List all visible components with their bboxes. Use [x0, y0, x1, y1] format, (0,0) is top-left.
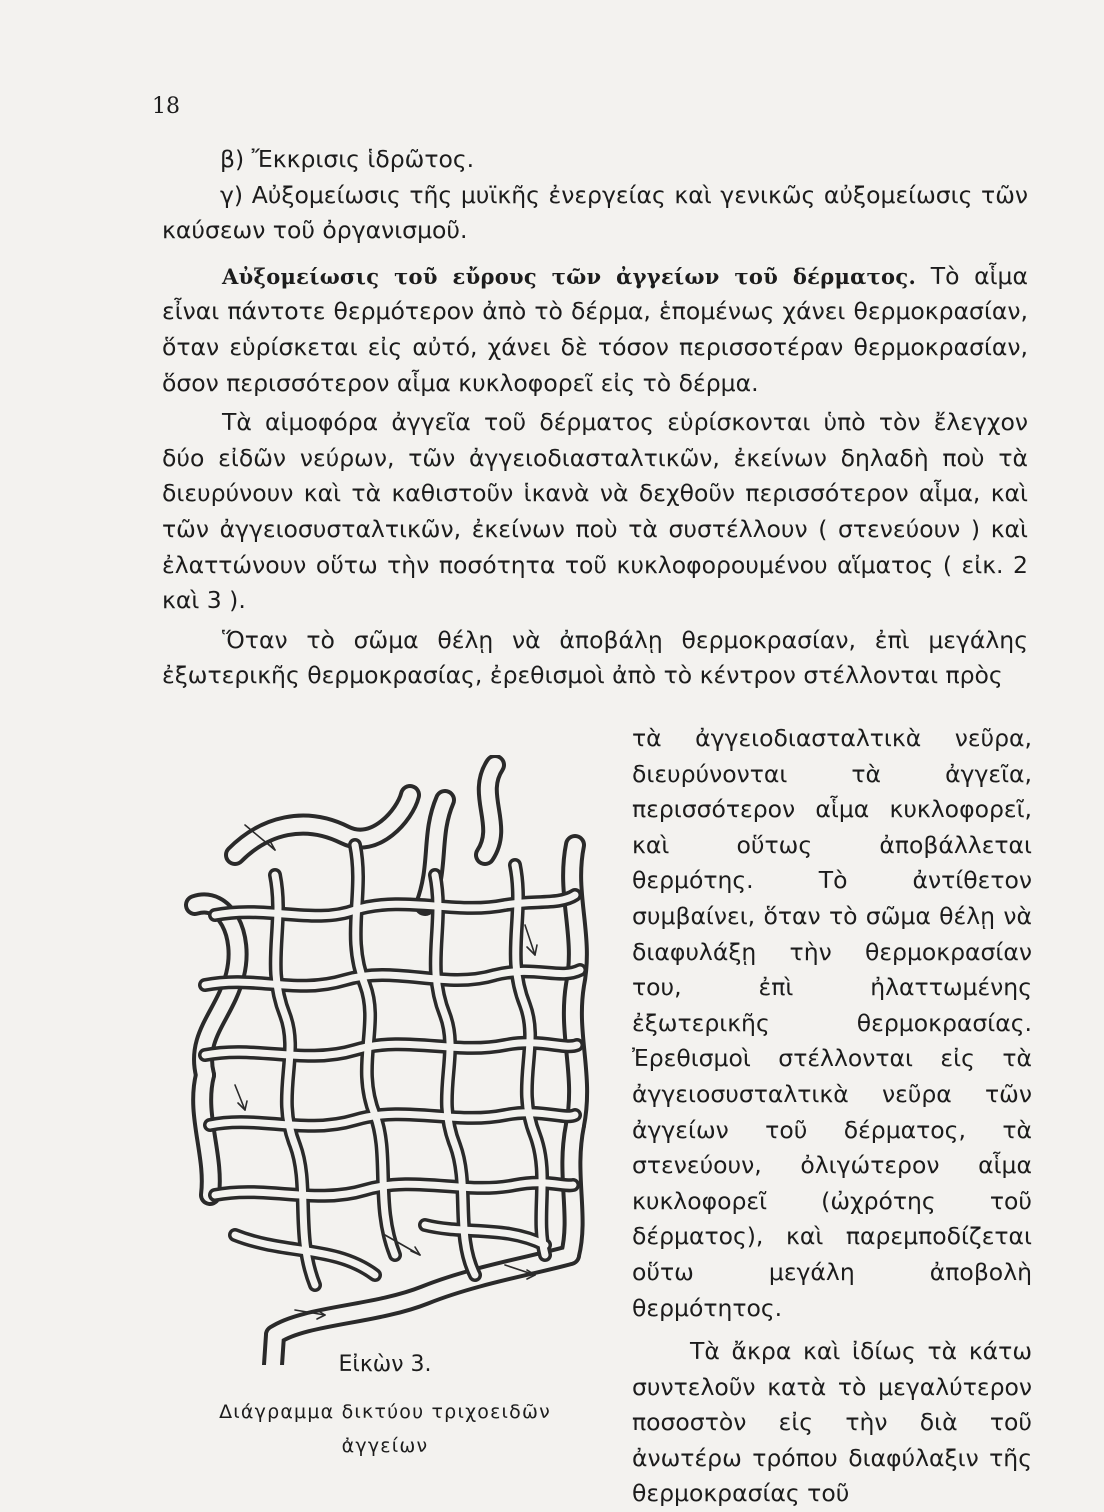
- figure-label: Εἰκὼν 3.: [338, 1352, 432, 1377]
- body-text-wrap-column: [632, 721, 1032, 1512]
- paragraph-vessels: Τὰ αἱμοφόρα ἀγγεῖα τοῦ δέρματος εὑρίσκονται ὑπὸ τὸν ἔλεγχον δύο εἰδῶν νεύρων, τῶν ἀγγειοδιασταλτικῶν, ἐκείνων δηλαδὴ ποὺ τὰ διευρύνουν καὶ τὰ καθιστοῦν ἱκανὰ νὰ δεχθοῦν περισσότερον αἷμα, καὶ τῶν ἀγγειοσυσταλτικῶν, ἐκείνων ποὺ τὰ συστέλλουν ( στενεύουν ) καὶ ἐλαττώνουν οὕτω τὴν ποσότητα τοῦ κυκλοφορουμένου αἵματος ( εἰκ. 2 καὶ 3 ).: [162, 408, 1028, 615]
- list-item-gamma: γ) Αὐξομείωσις τῆς μυϊκῆς ἐνεργείας καὶ γενικῶς αὐξομείωσις τῶν καύσεων τοῦ ὀργανισμοῦ.: [162, 180, 1028, 245]
- capillary-network-figure: [175, 755, 605, 1365]
- paragraph-heat-loss-start: Ὅταν τὸ σῶμα θέλῃ νὰ ἀποβάλῃ θερμοκρασίαν, ἐπὶ μεγάλης ἐξωτερικῆς θερμοκρασίας, ἐρεθισμοὶ ἀπὸ τὸ κέντρον στέλλονται πρὸς: [162, 625, 1028, 690]
- paragraph-extremities: Τὰ ἄκρα καὶ ἰδίως τὰ κάτω συντελοῦν κατὰ τὸ μεγαλύτερον ποσοστὸν εἰς τὴν διὰ τοῦ ἀνωτέρω τρόπου διαφύλαξιν τῆς θερμοκρασίας τοῦ: [632, 1337, 1032, 1508]
- figure-caption-line-1: Διάγραμμα δικτύου τριχοειδῶν: [219, 1401, 551, 1423]
- page-number: 18: [152, 94, 180, 119]
- figure-caption: [190, 1395, 580, 1463]
- list-item-beta: β) Ἔκκρισις ἱδρῶτος.: [220, 145, 475, 173]
- section-heading: Αὐξομείωσις τοῦ εὔρους τῶν ἀγγείων τοῦ δέρματος.: [222, 263, 917, 289]
- paragraph-heat-loss-continued: τὰ ἀγγειοδιασταλτικὰ νεῦρα, διευρύνονται τὰ ἀγγεῖα, περισσότερον αἷμα κυκλοφορεῖ, καὶ οὕτως ἀποβάλλεται θερμότης. Τὸ ἀντίθετον συμβαίνει, ὅταν τὸ σῶμα θέλῃ νὰ διαφυλάξῃ τὴν θερμοκρασίαν του, ἐπὶ ἠλαττωμένης ἐξωτερικῆς θερμοκρασίας. Ἐρεθισμοὶ στέλλονται εἰς τὰ ἀγγειοσυσταλτικὰ νεῦρα τῶν ἀγγείων τοῦ δέρματος, τὰ στενεύουν, ὀλιγώτερον αἷμα κυκλοφορεῖ (ὠχρότης τοῦ δέρματος), καὶ παρεμποδίζεται οὕτω μεγάλη ἀποβολὴ θερμότητος.: [632, 724, 1032, 1322]
- figure-caption-line-2: ἀγγείων: [341, 1435, 429, 1457]
- section-text: Τὸ αἷμα εἶναι πάντοτε θερμότερον ἀπὸ τὸ δέρμα, ἑπομένως χάνει θερμοκρασίαν, ὅταν εὑρίσκεται εἰς αὐτό, χάνει δὲ τόσον περισσοτέραν θερμοκρασίαν, ὅσον περισσότερον αἷμα κυκλοφορεῖ εἰς τὸ δέρμα.: [162, 261, 1029, 397]
- section-paragraph: [162, 259, 1028, 401]
- capillary-network-drawing: [175, 755, 605, 1365]
- body-text-top: [162, 142, 1028, 694]
